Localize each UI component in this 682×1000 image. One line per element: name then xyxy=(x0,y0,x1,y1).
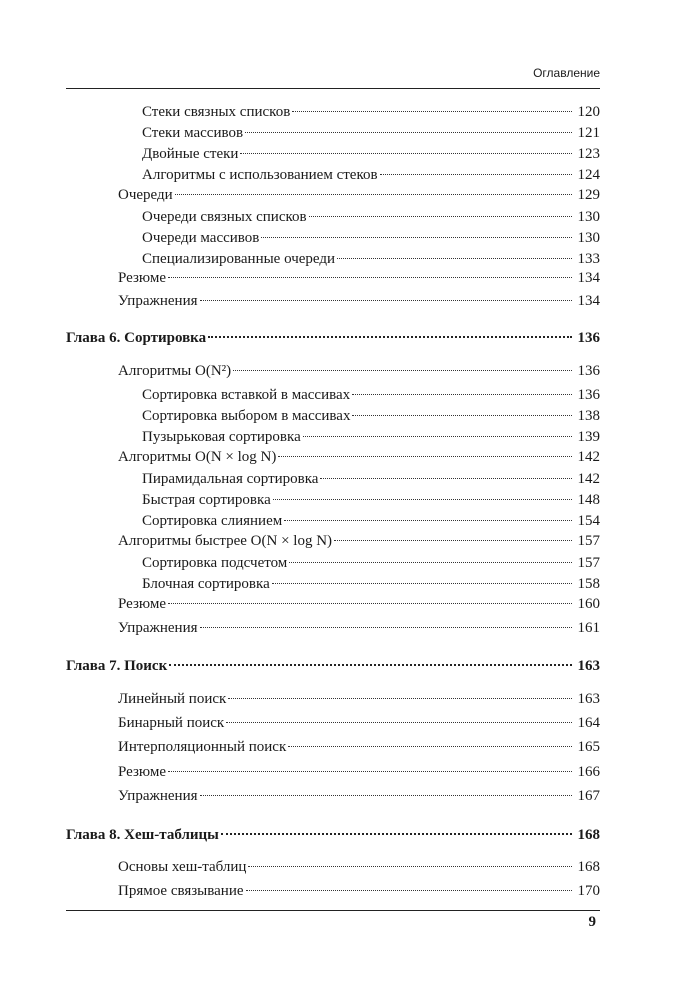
toc-entry-title: Стеки массивов xyxy=(142,125,244,141)
toc-entry-title: Пузырьковая сортировка xyxy=(142,429,301,445)
toc-entry-title: Резюме xyxy=(118,270,167,286)
toc-entry xyxy=(66,361,600,381)
toc-entry xyxy=(66,406,600,426)
toc-entry xyxy=(66,165,600,185)
dot-leader xyxy=(292,111,572,112)
toc-entry-page: 142 xyxy=(577,471,600,487)
dot-leader xyxy=(284,520,572,521)
toc-entry-title: Очереди массивов xyxy=(142,230,260,246)
toc-entry-title: Сортировка вставкой в массивах xyxy=(142,387,351,403)
toc-entry xyxy=(66,762,600,782)
toc-entry-page: 124 xyxy=(577,167,600,183)
toc-entry xyxy=(66,268,600,288)
dot-leader xyxy=(352,415,572,416)
toc-entry-page: 130 xyxy=(577,230,600,246)
toc-entry-title: Сортировка слиянием xyxy=(142,513,283,529)
toc-entry-page: 121 xyxy=(577,125,600,141)
toc-entry-page: 139 xyxy=(577,429,600,445)
toc-entry-title: Алгоритмы быстрее O(N × log N) xyxy=(118,533,333,549)
toc-entry-title: Стеки связных списков xyxy=(142,104,291,120)
dot-leader xyxy=(221,833,572,835)
toc-entry-page: 134 xyxy=(577,270,600,286)
toc-entry xyxy=(66,881,600,901)
toc-entry-page: 164 xyxy=(577,715,600,731)
toc-entry-page: 163 xyxy=(577,658,600,674)
toc-entry-title: Упражнения xyxy=(118,620,198,636)
toc-entry xyxy=(66,144,600,164)
toc-entry-title: Специализированные очереди xyxy=(142,251,336,267)
toc-entry xyxy=(66,427,600,447)
toc-entry-title: Упражнения xyxy=(118,788,198,804)
dot-leader xyxy=(246,890,572,891)
dot-leader xyxy=(272,583,572,584)
toc-entry-page: 166 xyxy=(577,764,600,780)
toc-entry-title: Прямое связывание xyxy=(118,883,244,899)
toc-entry-title: Алгоритмы с использованием стеков xyxy=(142,167,378,183)
toc-entry-title: Блочная сортировка xyxy=(142,576,270,592)
toc-entry-page: 136 xyxy=(577,363,600,379)
toc-entry-page: 161 xyxy=(577,620,600,636)
toc-entry-page: 123 xyxy=(577,146,600,162)
dot-leader xyxy=(334,540,572,541)
toc-entry-title: Двойные стеки xyxy=(142,146,239,162)
toc-entry-page: 138 xyxy=(577,408,600,424)
toc-entry-page: 120 xyxy=(577,104,600,120)
toc-entry xyxy=(66,574,600,594)
dot-leader xyxy=(226,722,572,723)
toc-entry xyxy=(66,185,600,205)
toc-entry xyxy=(66,249,600,269)
table-of-contents xyxy=(66,0,600,1000)
toc-entry-title: Основы хеш-таблиц xyxy=(118,859,247,875)
toc-entry-page: 148 xyxy=(577,492,600,508)
toc-entry-title: Алгоритмы O(N²) xyxy=(118,363,232,379)
toc-entry xyxy=(66,123,600,143)
toc-entry-page: 167 xyxy=(577,788,600,804)
toc-entry xyxy=(66,228,600,248)
dot-leader xyxy=(168,603,572,604)
dot-leader xyxy=(245,132,572,133)
toc-entry-page: 142 xyxy=(577,449,600,465)
dot-leader xyxy=(169,664,572,666)
toc-entry-title: Быстрая сортировка xyxy=(142,492,271,508)
dot-leader xyxy=(200,300,573,301)
toc-entry-page: 154 xyxy=(577,513,600,529)
toc-entry xyxy=(66,553,600,573)
dot-leader xyxy=(233,370,572,371)
toc-entry xyxy=(66,102,600,122)
dot-leader xyxy=(168,277,572,278)
toc-entry xyxy=(66,618,600,638)
toc-entry-page: 165 xyxy=(577,739,600,755)
toc-entry-title: Пирамидальная сортировка xyxy=(142,471,319,487)
dot-leader xyxy=(288,746,572,747)
toc-entry-title: Линейный поиск xyxy=(118,691,227,707)
toc-entry-page: 157 xyxy=(577,533,600,549)
footer-rule xyxy=(66,910,600,911)
dot-leader xyxy=(240,153,572,154)
dot-leader xyxy=(273,499,572,500)
toc-entry-page: 129 xyxy=(577,187,600,203)
toc-entry-title: Очереди связных списков xyxy=(142,209,307,225)
toc-entry-page: 133 xyxy=(577,251,600,267)
toc-entry-title: Глава 8. Хеш-таблицы xyxy=(66,827,219,843)
dot-leader xyxy=(175,194,572,195)
toc-entry-title: Глава 6. Сортировка xyxy=(66,330,207,346)
dot-leader xyxy=(320,478,572,479)
toc-entry xyxy=(66,207,600,227)
page-number: 9 xyxy=(588,914,596,930)
toc-entry-title: Бинарный поиск xyxy=(118,715,225,731)
toc-entry-page: 160 xyxy=(577,596,600,612)
toc-entry-page: 136 xyxy=(577,387,600,403)
dot-leader xyxy=(309,216,572,217)
dot-leader xyxy=(248,866,572,867)
dot-leader xyxy=(168,771,572,772)
toc-entry-page: 134 xyxy=(577,293,600,309)
running-header-title: Оглавление xyxy=(533,66,600,80)
toc-entry-title: Очереди xyxy=(118,187,173,203)
toc-entry-title: Интерполяционный поиск xyxy=(118,739,287,755)
toc-entry-title: Алгоритмы O(N × log N) xyxy=(118,449,277,465)
toc-entry-page: 158 xyxy=(577,576,600,592)
dot-leader xyxy=(200,627,573,628)
toc-entry xyxy=(66,385,600,405)
toc-entry xyxy=(66,713,600,733)
toc-entry-page: 157 xyxy=(577,555,600,571)
dot-leader xyxy=(380,174,572,175)
toc-entry-title: Резюме xyxy=(118,764,167,780)
toc-chapter-entry xyxy=(66,328,600,348)
toc-entry-title: Сортировка подсчетом xyxy=(142,555,288,571)
toc-entry xyxy=(66,469,600,489)
toc-entry-title: Сортировка выбором в массивах xyxy=(142,408,351,424)
toc-entry-title: Резюме xyxy=(118,596,167,612)
toc-entry xyxy=(66,689,600,709)
dot-leader xyxy=(200,795,573,796)
toc-entry-page: 130 xyxy=(577,209,600,225)
toc-entry-page: 163 xyxy=(577,691,600,707)
dot-leader xyxy=(337,258,572,259)
dot-leader xyxy=(352,394,572,395)
toc-entry-title: Глава 7. Поиск xyxy=(66,658,168,674)
toc-entry xyxy=(66,786,600,806)
dot-leader xyxy=(289,562,572,563)
dot-leader xyxy=(228,698,572,699)
toc-entry-page: 170 xyxy=(577,883,600,899)
toc-entry xyxy=(66,511,600,531)
dot-leader xyxy=(278,456,572,457)
toc-entry-page: 168 xyxy=(577,827,600,843)
toc-chapter-entry xyxy=(66,825,600,845)
dot-leader xyxy=(208,336,572,338)
toc-entry-title: Упражнения xyxy=(118,293,198,309)
dot-leader xyxy=(261,237,572,238)
toc-chapter-entry xyxy=(66,656,600,676)
toc-entry-page: 136 xyxy=(577,330,600,346)
dot-leader xyxy=(303,436,572,437)
toc-entry-page: 168 xyxy=(577,859,600,875)
toc-entry xyxy=(66,857,600,877)
toc-entry xyxy=(66,490,600,510)
toc-entry xyxy=(66,447,600,467)
toc-entry xyxy=(66,531,600,551)
toc-entry xyxy=(66,737,600,757)
toc-entry xyxy=(66,594,600,614)
toc-entry xyxy=(66,291,600,311)
